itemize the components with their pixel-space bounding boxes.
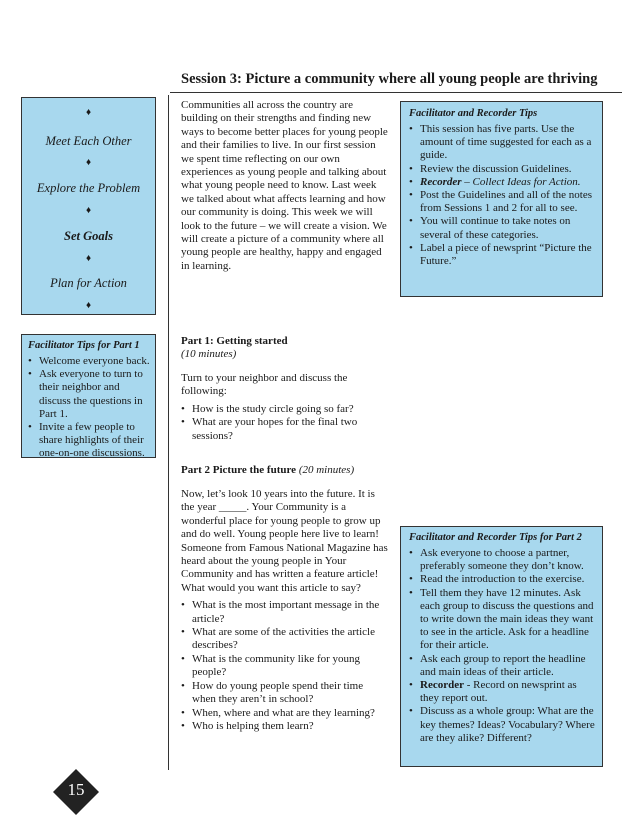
part1-heading: Part 1: Getting started	[181, 335, 288, 347]
step-meet-each-other: Meet Each Other	[45, 134, 132, 148]
tip-item	[409, 679, 596, 705]
tip-item: • Discuss as a whole group: What are the key themes? Ideas? Vocabulary? Where are they alike? Different?	[409, 705, 596, 745]
part2-text: Now, let’s look 10 years into the future. It is the year _____. Your Community is a wonderful place for young people to grow up and do well. Young people here live to learn! Someone from Famous National Magazine has heard about the young people in Your Community and has written a feature article! What would you want this article to say?	[181, 488, 388, 594]
tip-text: – Collect Ideas for Action.	[461, 175, 581, 188]
page-number: 15	[67, 780, 85, 799]
question-item: • When, where and what are they learning?	[181, 707, 388, 720]
part1-text: Turn to your neighbor and discuss the following:	[181, 372, 348, 398]
part2-body	[181, 488, 388, 733]
diamond-icon: ♦	[85, 300, 92, 311]
intro-paragraph: Communities all across the country are building on their strengths and finding new ways to become better places for young people and their families to live. In our first session we spent time reflecting on our own experiences as young people and talking about what young people need to know. Last week we talked about what affects learning and how our community is doing. This week we will look to the future – we will create a vision. We will create a picture of a community where all young people are healthy, happy and engaged in learning.	[181, 99, 388, 272]
question-item: • What are your hopes for the final two sessions?	[181, 416, 388, 443]
tip-item: • This session has five parts. Use the amount of time suggested for each as a guide.	[409, 123, 596, 163]
question-item: • What are some of the activities the article describes?	[181, 626, 388, 653]
tip-item: • Review the discussion Guidelines.	[409, 163, 596, 176]
diamond-icon: ♦	[85, 107, 92, 118]
tip-item: • Welcome everyone back.	[28, 355, 151, 368]
diamond-icon: ♦	[85, 253, 92, 264]
tips-title: Facilitator and Recorder Tips for Part 2	[409, 532, 582, 543]
step-plan-for-action: Plan for Action	[50, 276, 127, 290]
tip-item: • Ask everyone to turn to their neighbor and discuss the questions in Part 1.	[28, 368, 151, 421]
facilitator-recorder-tips-part2	[400, 526, 603, 767]
tip-item: • You will continue to take notes on several of these categories.	[409, 215, 596, 241]
question-item: • How do young people spend their time when they aren’t in school?	[181, 680, 388, 707]
tip-item: • Ask everyone to choose a partner, preferably someone they don’t know.	[409, 547, 596, 573]
step-set-goals: Set Goals	[64, 229, 113, 243]
part1-body	[181, 372, 388, 443]
tip-item: • Label a piece of newsprint “Picture the Future.”	[409, 242, 596, 268]
title-divider	[170, 92, 622, 93]
question-item: • What is the most important message in the article?	[181, 599, 388, 626]
tip-item: • Ask each group to report the headline and main ideas of their article.	[409, 653, 596, 679]
tip-item: • Post the Guidelines and all of the notes from Sessions 1 and 2 for all to see.	[409, 189, 596, 215]
facilitator-tips-part1	[21, 334, 156, 458]
diamond-icon: ♦	[85, 157, 92, 168]
tip-item: • Read the introduction to the exercise.	[409, 573, 596, 586]
tip-item: • Invite a few people to share highlights of their one-on-one discussions.	[28, 421, 151, 461]
page-title: Session 3: Picture a community where all young people are thriving	[181, 71, 598, 87]
part1-time: (10 minutes)	[181, 348, 237, 361]
part2-heading-block	[181, 464, 388, 477]
tips-title: Facilitator Tips for Part 1	[28, 340, 140, 351]
tip-item: • Tell them they have 12 minutes. Ask each group to discuss the questions and to write down the main ideas they want to see in the article. Ask for a headline for their article.	[409, 587, 596, 653]
question-item: • How is the study circle going so far?	[181, 403, 388, 416]
part1-heading-block	[181, 335, 388, 362]
diamond-icon: ♦	[85, 205, 92, 216]
part2-heading: Part 2 Picture the future	[181, 464, 297, 476]
question-item: • What is the community like for young people?	[181, 653, 388, 680]
session-steps-box	[21, 97, 156, 315]
recorder-label: Recorder	[420, 175, 462, 188]
step-explore-the-problem: Explore the Problem	[36, 181, 141, 195]
tips-title: Facilitator and Recorder Tips	[409, 108, 538, 119]
recorder-label: Recorder	[420, 679, 464, 692]
tip-text: - Record on newsprint as they report out.	[420, 679, 577, 705]
column-divider	[168, 95, 169, 770]
question-item: • Who is helping them learn?	[181, 720, 388, 733]
tip-item	[409, 176, 596, 189]
facilitator-recorder-tips	[400, 101, 603, 297]
part2-time: (20 minutes)	[298, 464, 355, 476]
